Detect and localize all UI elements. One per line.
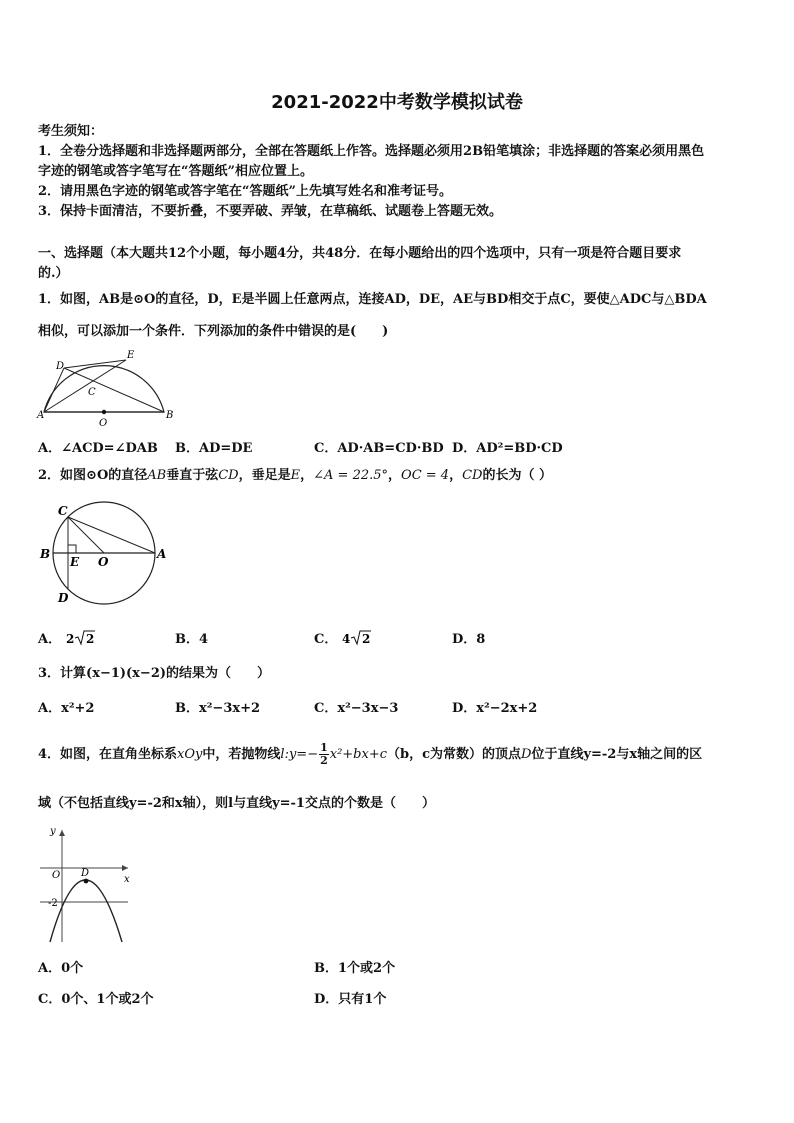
question-3-option-a: A．x²+2 [38,701,95,716]
question-4-option-a: A．0个 [38,961,84,976]
q4-math-eq: :y=− [284,747,319,762]
q2-text-part: ， [300,468,314,483]
notice-item: 字迹的钢笔或答字笔写在“答题纸”相应位置上。 [38,164,313,179]
q4-math-l: l [280,747,285,762]
section-heading: 一、选择题（本大题共12个小题，每小题4分，共48分．在每小题给出的四个选项中，只有一项是符合题目要求 [38,246,682,261]
question-4-text [38,742,702,767]
fraction [319,742,329,767]
question-4-option-d: D．只有1个 [314,992,387,1007]
y-axis-arrow [59,830,65,836]
question-1-option-b: B．AD=DE [175,441,253,456]
notice-item: 1．全卷分选择题和非选择题两部分，全部在答题纸上作答。选择题必须用2B铅笔填涂；非选择题的答案必须用黑色 [38,144,705,159]
q4-text-part: 位于直线y=-2与x轴之间的区 [531,747,703,762]
option-label: A． [38,632,62,647]
question-1-text: 1．如图，AB是⊙O的直径，D，E是半圆上任意两点，连接AD，DE，AE与BD相交于点C，要使△ADC与△BDA [38,292,707,307]
q2-text-part: 垂直于弦 [166,468,219,483]
coefficient: 4 [341,632,351,646]
parabola [50,880,122,942]
q2-math-e: E [290,468,301,483]
question-2-option-c [314,628,372,647]
question-2-option-a [38,628,96,647]
question-3-text: 3．计算(x−1)(x−2)的结果为（ ） [38,666,271,681]
q4-text-part: 4．如图，在直角坐标系 [38,747,178,762]
label-o: O [99,418,108,429]
q2-text-part: ， [388,468,402,483]
question-1-option-d: D．AD²=BD·CD [452,441,563,456]
label-a: A [157,547,167,561]
section-heading-cont: 的.） [38,266,69,281]
label-y: y [50,826,56,837]
question-4-figure [36,826,136,944]
center-point-o [102,410,106,414]
label-d: D [58,591,69,605]
label-d: D [56,361,65,372]
question-2-option-d: D．8 [452,632,486,647]
notice-heading: 考生须知： [38,124,104,139]
label-o: O [98,555,109,569]
q2-math-oc: OC = 4 [401,468,450,483]
fraction-numerator: 1 [320,741,328,754]
x-axis-arrow [122,865,128,871]
radical-expression [342,629,372,647]
q4-math-xoy: xOy [177,747,203,762]
q2-text-part: ， [449,468,463,483]
question-2-text [38,466,552,486]
q4-math-d: D [521,747,532,762]
segment-co [68,517,104,553]
question-4-option-b: B．1个或2个 [314,961,396,976]
label-x: x [124,874,130,885]
question-4-option-c: C．0个、1个或2个 [38,992,154,1007]
radical-expression [66,629,96,647]
question-1-option-a: A．∠ACD=∠DAB [38,441,158,456]
label-b: B [40,547,51,561]
label-neg2: -2 [48,898,58,909]
question-1-text-cont: 相似，可以添加一个条件．下列添加的条件中错误的是( ) [38,324,389,339]
question-3-option-d: D．x²−2x+2 [452,701,538,716]
radicand: 2 [361,632,371,646]
q4-text-part: 中，若抛物线 [202,747,281,762]
question-3-option-b: B．x²−3x+2 [175,701,261,716]
notice-item: 2．请用黑色字迹的钢笔或答字笔在“答题纸”上先填写姓名和准考证号。 [38,184,453,199]
label-e: E [127,350,135,361]
label-c: C [58,504,68,518]
q2-math-angle: ∠A = 22.5° [313,468,389,483]
label-c: C [88,387,96,398]
right-angle-mark [68,545,76,553]
label-origin: O [52,870,61,881]
coefficient: 2 [65,632,74,646]
notice-item: 3．保持卡面清洁，不要折叠，不要弄破、弄皱，在草稿纸、试题卷上答题无效。 [38,204,503,219]
label-e: E [70,555,80,569]
option-label: C． [314,632,338,647]
q4-math-eq: x²+bx+c [329,747,388,762]
question-3-option-c: C．x²−3x−3 [314,701,399,716]
label-a: A [37,410,45,421]
question-2-figure [36,500,176,608]
q2-math-cd: CD [218,468,239,483]
question-1-figure [36,348,172,430]
question-1-option-c: C．AD·AB=CD·BD [314,441,444,456]
vertex-d [84,879,89,884]
q2-math-ab: AB [147,468,167,483]
page-title: 2021-2022中考数学模拟试卷 [271,92,523,113]
label-d: D [81,868,90,879]
question-4-text-cont: 域（不包括直线y=-2和x轴），则l与直线y=-1交点的个数是（ ） [38,796,435,811]
label-b: B [166,410,174,421]
segment-ca [68,517,155,553]
q2-text-part: 的长为（ ） [482,468,553,483]
question-2-option-b: B．4 [175,632,209,647]
fraction-denominator: 2 [320,754,328,767]
q2-text-part: ，垂足是 [238,468,291,483]
radicand: 2 [85,632,94,646]
q4-text-part: （b，c为常数）的顶点 [387,747,522,762]
q2-text-part: 2．如图⊙O的直径 [38,468,148,483]
q2-math-cd: CD [462,468,483,483]
